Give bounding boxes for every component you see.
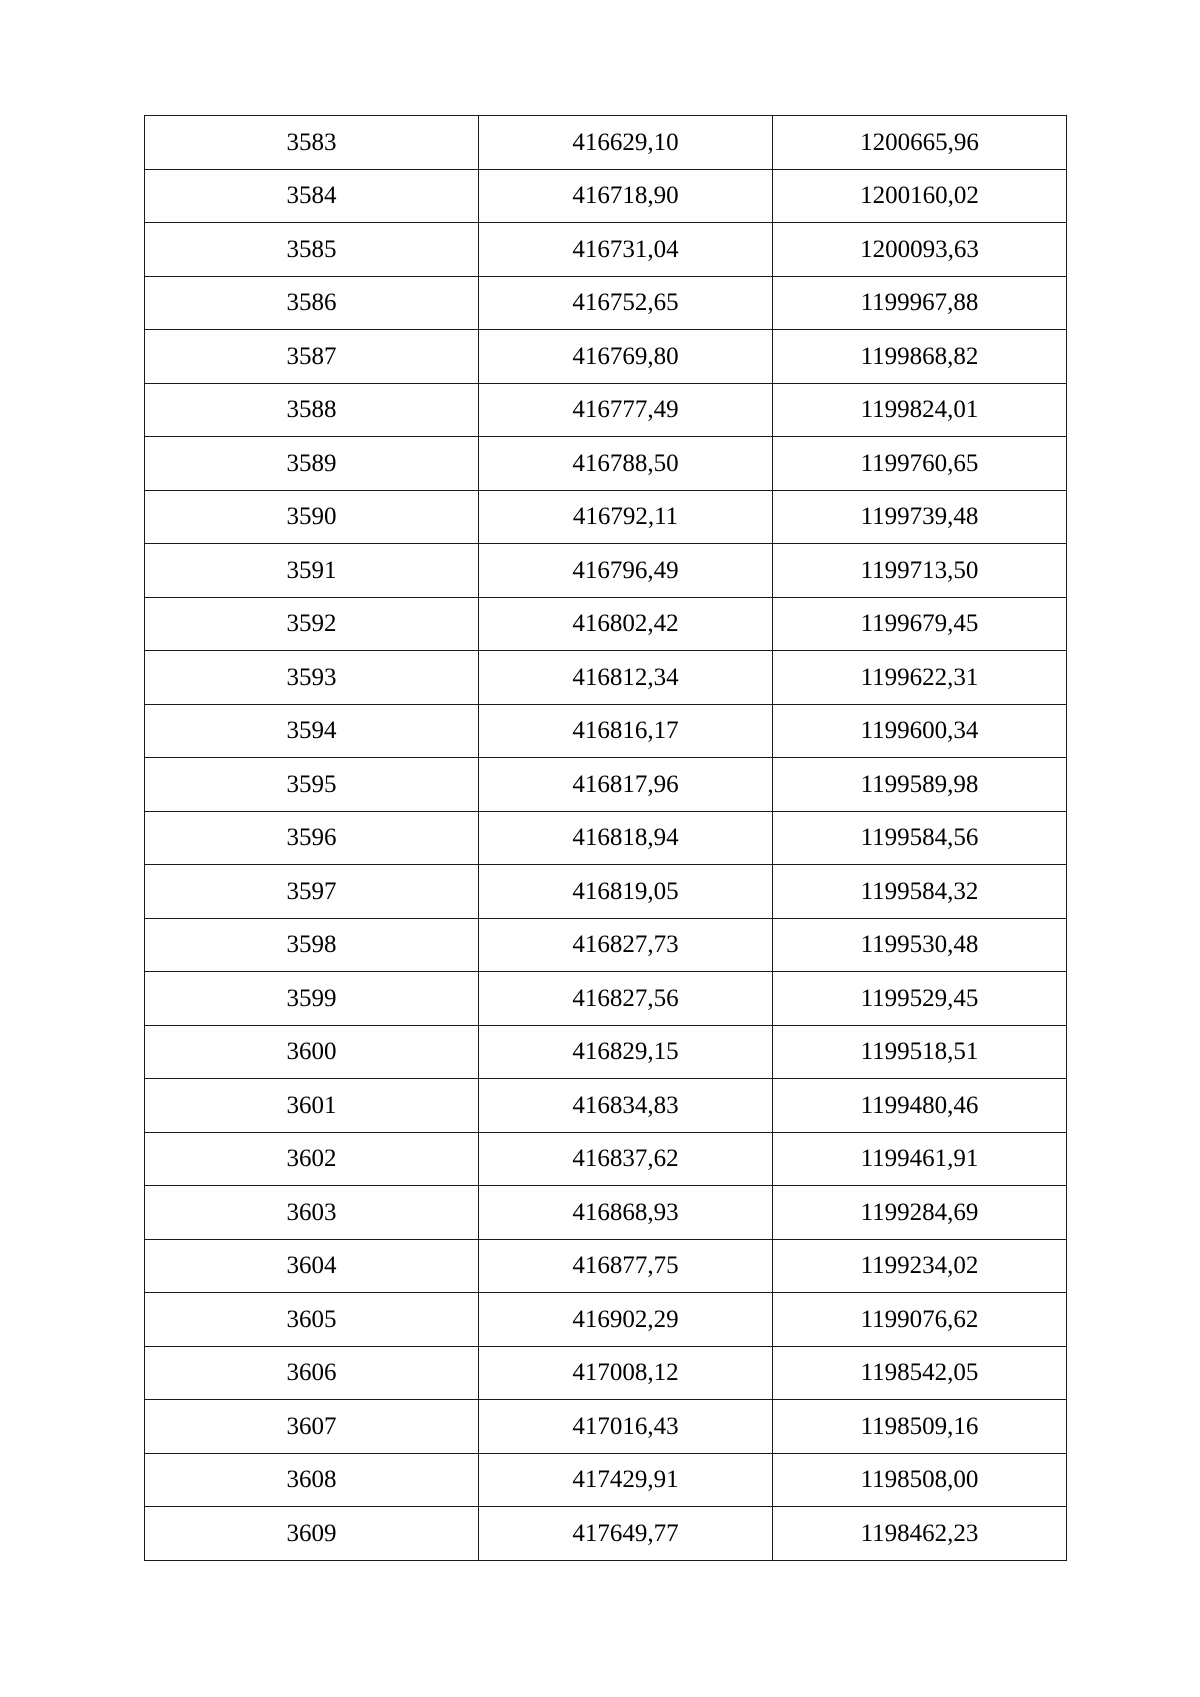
table-row <box>145 383 1067 437</box>
y-coordinate-cell: 1200160,02 <box>773 169 1067 223</box>
table-row <box>145 758 1067 812</box>
y-coordinate-cell: 1198542,05 <box>773 1346 1067 1400</box>
point-number-cell: 3603 <box>145 1186 479 1240</box>
y-coordinate-cell: 1199461,91 <box>773 1132 1067 1186</box>
table-row <box>145 330 1067 384</box>
x-coordinate-cell: 416816,17 <box>479 704 773 758</box>
x-coordinate-cell: 416812,34 <box>479 651 773 705</box>
y-coordinate-cell: 1199760,65 <box>773 437 1067 491</box>
x-coordinate-cell: 417016,43 <box>479 1400 773 1454</box>
table-row <box>145 918 1067 972</box>
table-row <box>145 1079 1067 1133</box>
y-coordinate-cell: 1199584,32 <box>773 865 1067 919</box>
x-coordinate-cell: 416792,11 <box>479 490 773 544</box>
y-coordinate-cell: 1199518,51 <box>773 1025 1067 1079</box>
table-row <box>145 1507 1067 1561</box>
x-coordinate-cell: 417649,77 <box>479 1507 773 1561</box>
point-number-cell: 3605 <box>145 1293 479 1347</box>
point-number-cell: 3588 <box>145 383 479 437</box>
point-number-cell: 3587 <box>145 330 479 384</box>
table-row <box>145 276 1067 330</box>
point-number-cell: 3599 <box>145 972 479 1026</box>
y-coordinate-cell: 1199284,69 <box>773 1186 1067 1240</box>
point-number-cell: 3598 <box>145 918 479 972</box>
x-coordinate-cell: 416777,49 <box>479 383 773 437</box>
table-row <box>145 490 1067 544</box>
point-number-cell: 3596 <box>145 811 479 865</box>
x-coordinate-cell: 416829,15 <box>479 1025 773 1079</box>
table-row <box>145 437 1067 491</box>
table-row <box>145 972 1067 1026</box>
y-coordinate-cell: 1199234,02 <box>773 1239 1067 1293</box>
point-number-cell: 3586 <box>145 276 479 330</box>
x-coordinate-cell: 416718,90 <box>479 169 773 223</box>
y-coordinate-cell: 1198509,16 <box>773 1400 1067 1454</box>
x-coordinate-cell: 416834,83 <box>479 1079 773 1133</box>
y-coordinate-cell: 1199824,01 <box>773 383 1067 437</box>
table-row <box>145 1346 1067 1400</box>
x-coordinate-cell: 416818,94 <box>479 811 773 865</box>
x-coordinate-cell: 416837,62 <box>479 1132 773 1186</box>
y-coordinate-cell: 1199480,46 <box>773 1079 1067 1133</box>
y-coordinate-cell: 1199713,50 <box>773 544 1067 598</box>
x-coordinate-cell: 416827,56 <box>479 972 773 1026</box>
x-coordinate-cell: 416877,75 <box>479 1239 773 1293</box>
x-coordinate-cell: 416817,96 <box>479 758 773 812</box>
y-coordinate-cell: 1199868,82 <box>773 330 1067 384</box>
y-coordinate-cell: 1198508,00 <box>773 1453 1067 1507</box>
x-coordinate-cell: 416752,65 <box>479 276 773 330</box>
table-row <box>145 1186 1067 1240</box>
table-row <box>145 704 1067 758</box>
point-number-cell: 3583 <box>145 116 479 170</box>
point-number-cell: 3594 <box>145 704 479 758</box>
table-row <box>145 1132 1067 1186</box>
table-row <box>145 811 1067 865</box>
table-row <box>145 223 1067 277</box>
point-number-cell: 3590 <box>145 490 479 544</box>
y-coordinate-cell: 1199584,56 <box>773 811 1067 865</box>
point-number-cell: 3600 <box>145 1025 479 1079</box>
point-number-cell: 3584 <box>145 169 479 223</box>
point-number-cell: 3591 <box>145 544 479 598</box>
x-coordinate-cell: 416827,73 <box>479 918 773 972</box>
x-coordinate-cell: 416819,05 <box>479 865 773 919</box>
y-coordinate-cell: 1199739,48 <box>773 490 1067 544</box>
y-coordinate-cell: 1199076,62 <box>773 1293 1067 1347</box>
point-number-cell: 3589 <box>145 437 479 491</box>
x-coordinate-cell: 416731,04 <box>479 223 773 277</box>
table-row <box>145 544 1067 598</box>
x-coordinate-cell: 416868,93 <box>479 1186 773 1240</box>
x-coordinate-cell: 417429,91 <box>479 1453 773 1507</box>
y-coordinate-cell: 1199530,48 <box>773 918 1067 972</box>
point-number-cell: 3597 <box>145 865 479 919</box>
table-row <box>145 169 1067 223</box>
y-coordinate-cell: 1200093,63 <box>773 223 1067 277</box>
table-row <box>145 116 1067 170</box>
x-coordinate-cell: 416769,80 <box>479 330 773 384</box>
point-number-cell: 3592 <box>145 597 479 651</box>
x-coordinate-cell: 416802,42 <box>479 597 773 651</box>
point-number-cell: 3608 <box>145 1453 479 1507</box>
y-coordinate-cell: 1199589,98 <box>773 758 1067 812</box>
x-coordinate-cell: 416796,49 <box>479 544 773 598</box>
table-row <box>145 597 1067 651</box>
point-number-cell: 3595 <box>145 758 479 812</box>
point-number-cell: 3607 <box>145 1400 479 1454</box>
x-coordinate-cell: 417008,12 <box>479 1346 773 1400</box>
y-coordinate-cell: 1199967,88 <box>773 276 1067 330</box>
coordinates-table <box>144 115 1067 1561</box>
point-number-cell: 3593 <box>145 651 479 705</box>
point-number-cell: 3606 <box>145 1346 479 1400</box>
table-row <box>145 1025 1067 1079</box>
point-number-cell: 3602 <box>145 1132 479 1186</box>
coordinates-table-body <box>145 116 1067 1561</box>
y-coordinate-cell: 1199600,34 <box>773 704 1067 758</box>
point-number-cell: 3609 <box>145 1507 479 1561</box>
x-coordinate-cell: 416629,10 <box>479 116 773 170</box>
table-row <box>145 1239 1067 1293</box>
table-row <box>145 1293 1067 1347</box>
y-coordinate-cell: 1198462,23 <box>773 1507 1067 1561</box>
table-row <box>145 1400 1067 1454</box>
x-coordinate-cell: 416788,50 <box>479 437 773 491</box>
y-coordinate-cell: 1199679,45 <box>773 597 1067 651</box>
table-row <box>145 865 1067 919</box>
point-number-cell: 3601 <box>145 1079 479 1133</box>
y-coordinate-cell: 1200665,96 <box>773 116 1067 170</box>
table-row <box>145 1453 1067 1507</box>
point-number-cell: 3585 <box>145 223 479 277</box>
x-coordinate-cell: 416902,29 <box>479 1293 773 1347</box>
table-row <box>145 651 1067 705</box>
y-coordinate-cell: 1199529,45 <box>773 972 1067 1026</box>
y-coordinate-cell: 1199622,31 <box>773 651 1067 705</box>
point-number-cell: 3604 <box>145 1239 479 1293</box>
